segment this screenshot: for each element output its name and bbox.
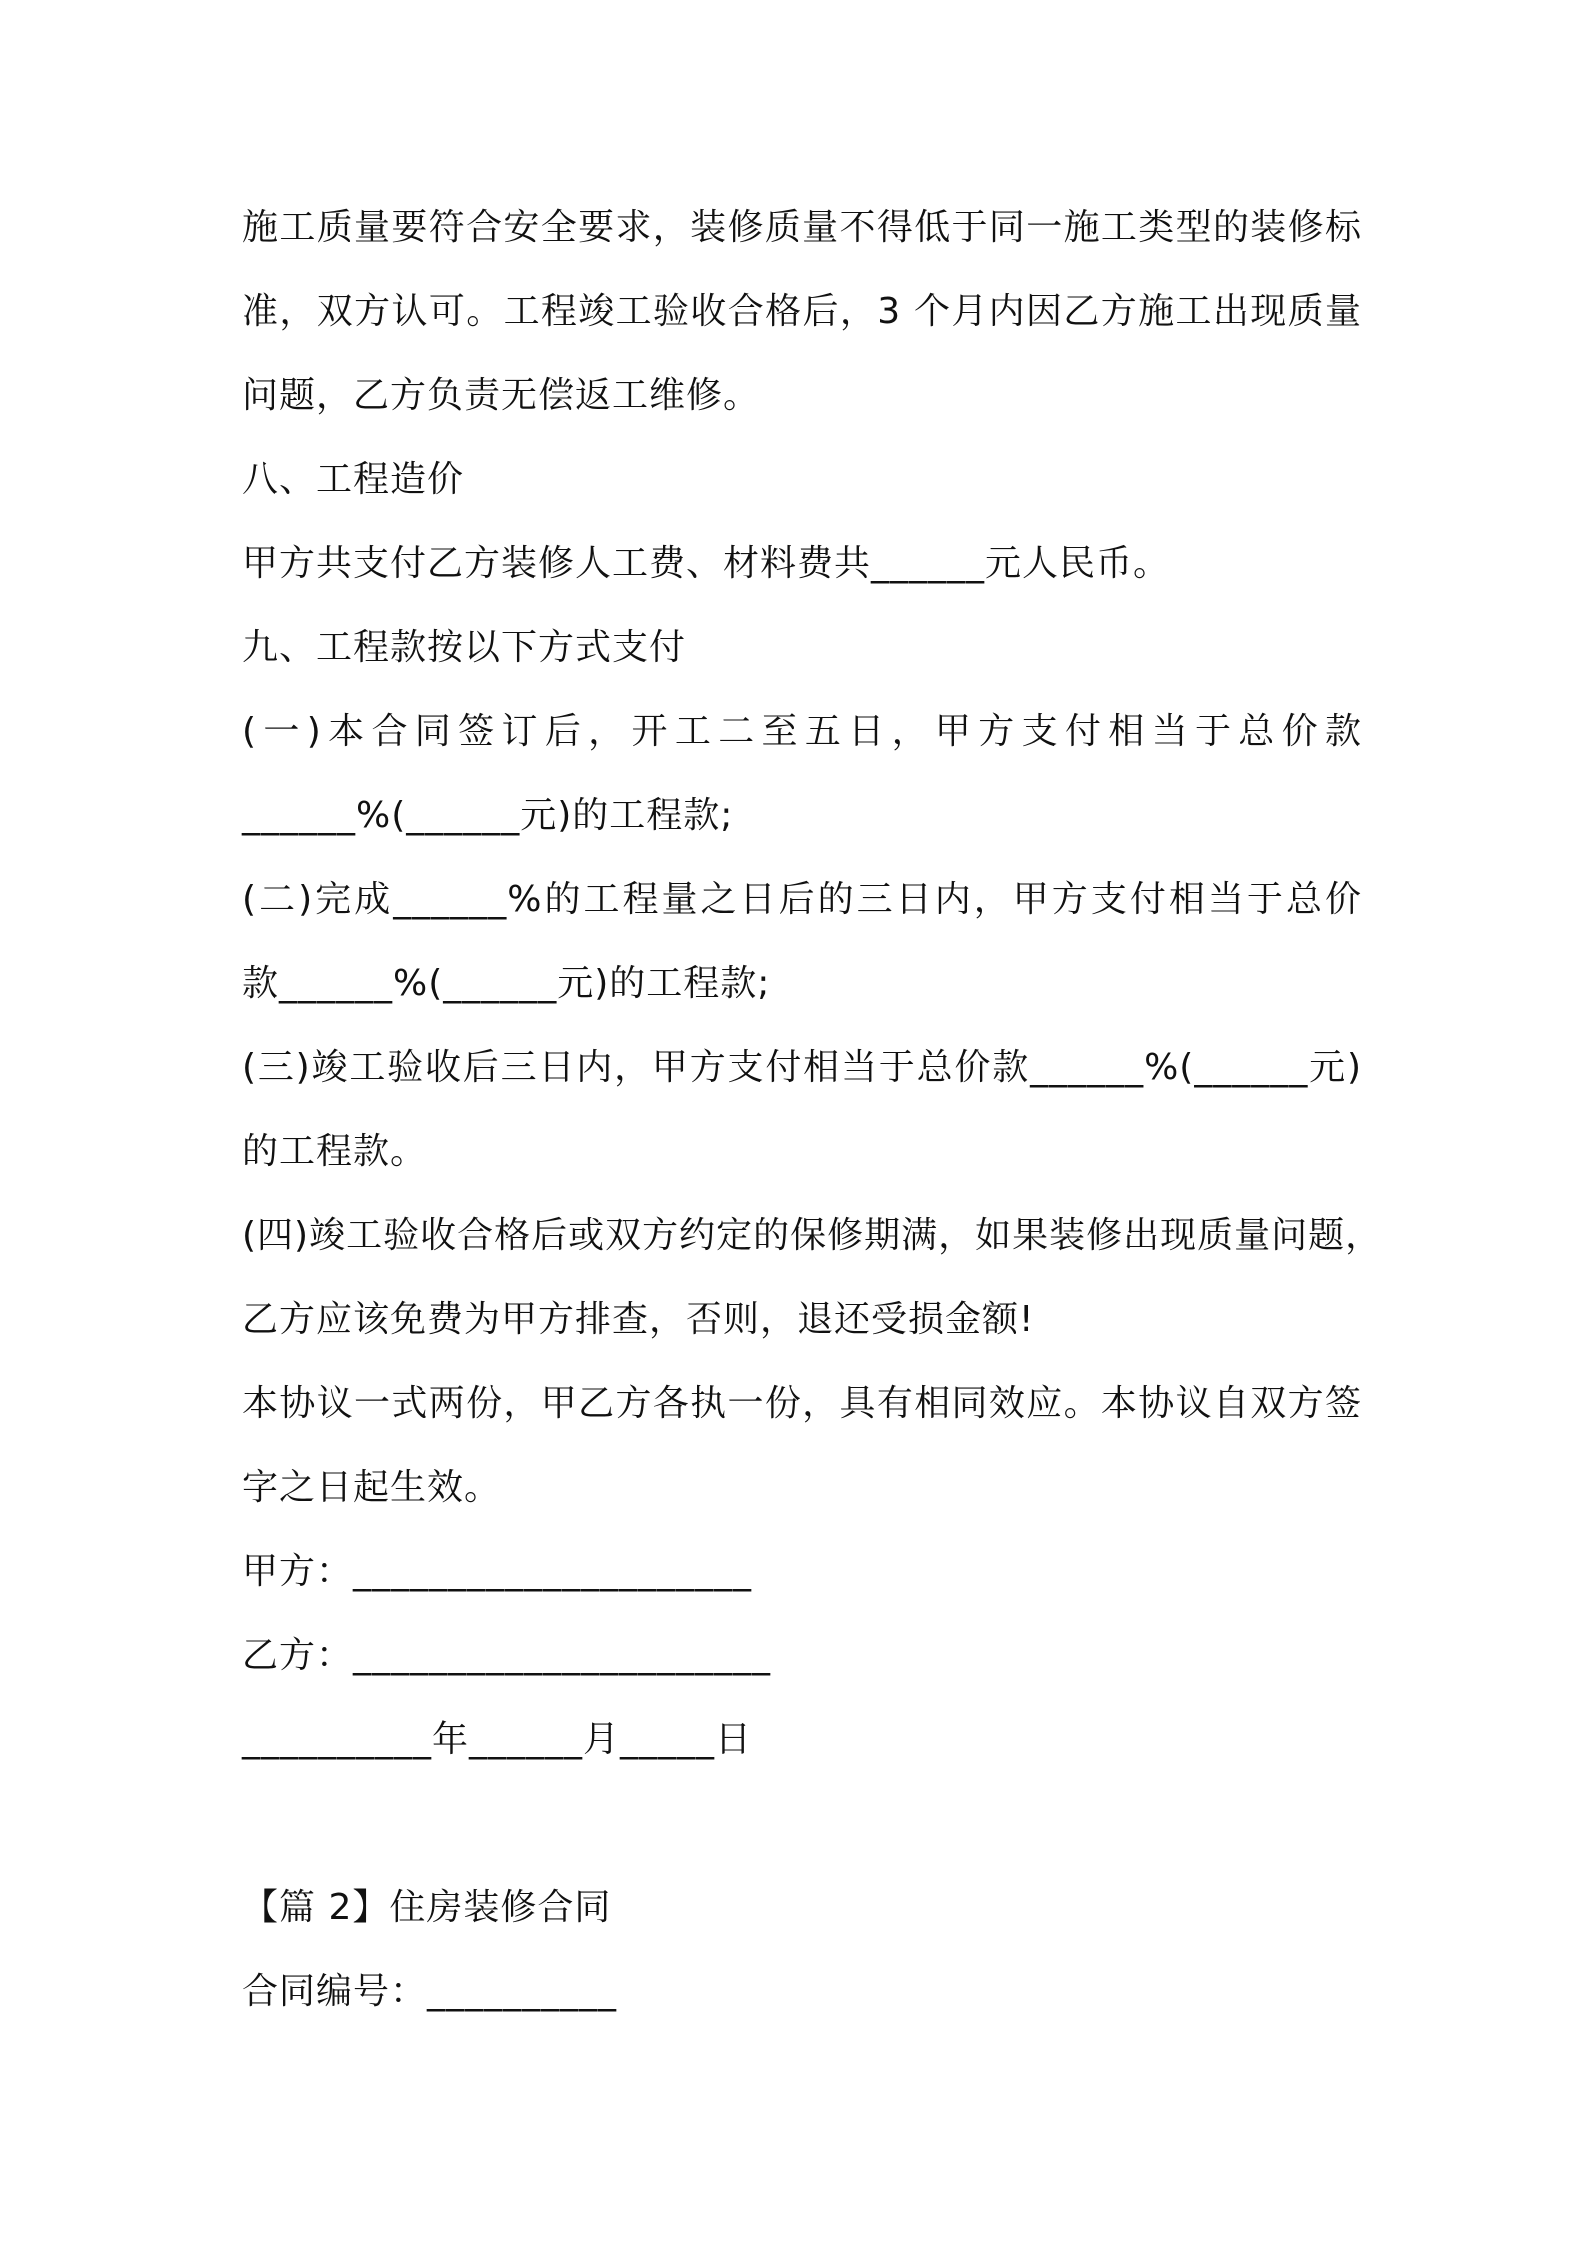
paragraph-line: 问题，乙方负责无偿返工维修。: [242, 375, 761, 416]
section-heading: 九、工程款按以下方式支付: [242, 627, 687, 668]
paragraph-line: 本协议一式两份，甲乙方各执一份，具有相同效应。本协议自双方签: [242, 1383, 1362, 1424]
paragraph-line: (一)本合同签订后，开工二至五日，甲方支付相当于总价款: [242, 711, 1362, 752]
paragraph-line: ______%(______元)的工程款;: [242, 795, 734, 836]
paragraph-line: 款______%(______元)的工程款;: [242, 963, 771, 1004]
paragraph-line: (三)竣工验收后三日内，甲方支付相当于总价款______%(______元): [242, 1047, 1362, 1088]
paragraph-line: 乙方应该免费为甲方排查，否则，退还受损金额!: [242, 1299, 1035, 1340]
section-title: 【篇 2】住房装修合同: [242, 1887, 612, 1928]
party-b-signature-line: 乙方：______________________: [242, 1635, 772, 1676]
paragraph-line: (二)完成______%的工程量之日后的三日内，甲方支付相当于总价: [242, 879, 1362, 920]
paragraph-line: 施工质量要符合安全要求，装修质量不得低于同一施工类型的装修标: [242, 207, 1362, 248]
paragraph-line: 甲方共支付乙方装修人工费、材料费共______元人民币。: [242, 543, 1171, 584]
party-a-signature-line: 甲方：_____________________: [242, 1551, 753, 1592]
paragraph-line: 准，双方认可。工程竣工验收合格后，3 个月内因乙方施工出现质量: [242, 291, 1362, 332]
contract-number-line: 合同编号：__________: [242, 1971, 618, 2012]
date-line: __________年______月_____日: [242, 1719, 752, 1760]
paragraph-line: 的工程款。: [242, 1131, 428, 1172]
paragraph-line: (四)竣工验收合格后或双方约定的保修期满，如果装修出现质量问题，: [242, 1215, 1383, 1256]
section-heading: 八、工程造价: [242, 459, 465, 500]
paragraph-line: 字之日起生效。: [242, 1467, 502, 1508]
